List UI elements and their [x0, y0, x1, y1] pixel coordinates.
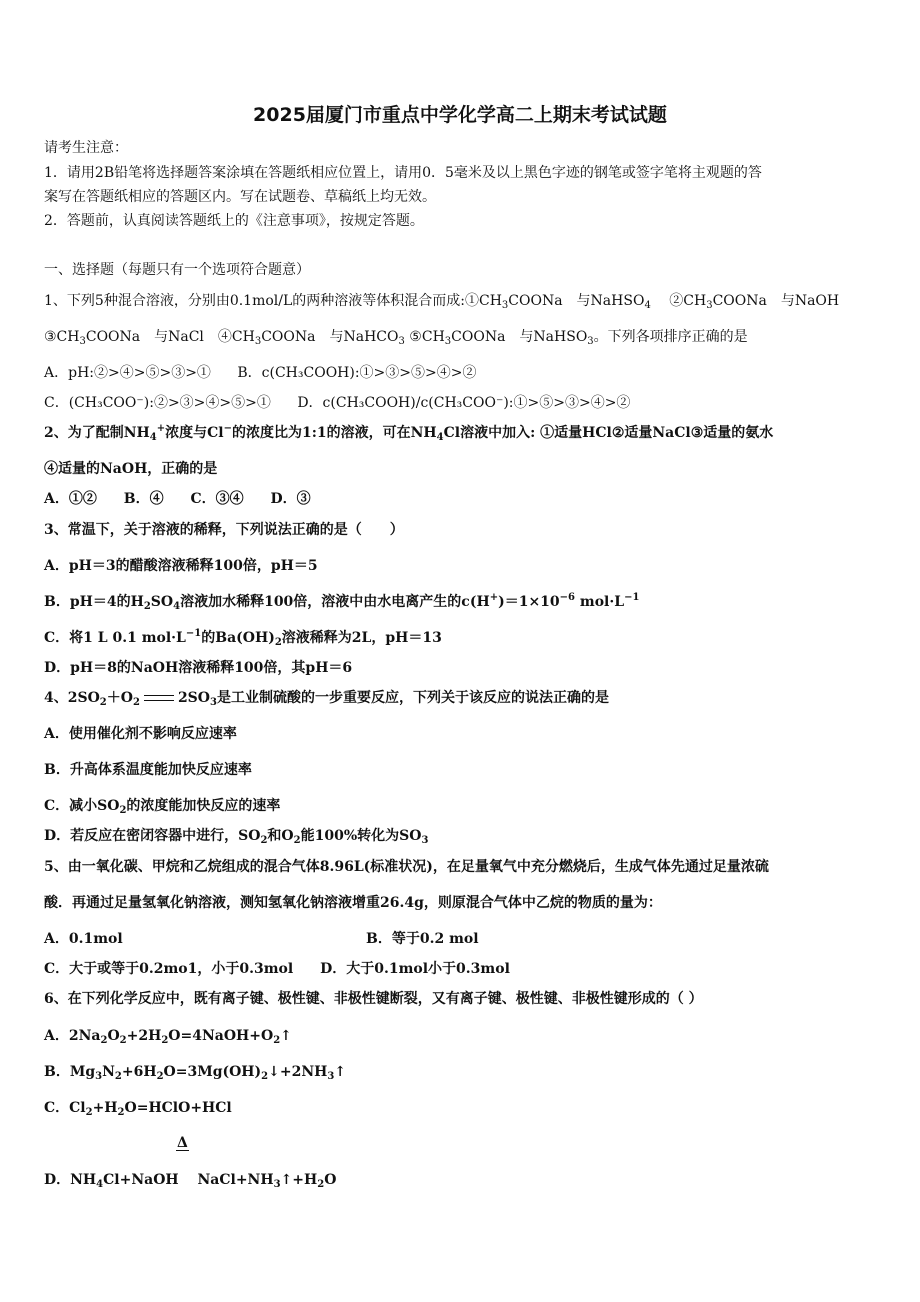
q2-option-a: A．①②	[44, 491, 97, 507]
q4-option-a: A．使用催化剂不影响反应速率	[44, 726, 237, 742]
q6-stem: 6、在下列化学反应中，既有离子键、极性键、非极性键断裂，又有离子键、极性键、非极性键形成的（ ）	[44, 991, 703, 1007]
q2-options	[44, 490, 333, 508]
q6-option-d: D．$NH_4Cl+NaOH$ $NaCl+NH_3↑+H_2O$	[44, 1172, 337, 1190]
q1-options-cd	[44, 394, 652, 412]
q5-option-c: C．大于或等于0.2mo1，小于0.3mol	[44, 961, 294, 977]
q3-option-d: D．pH＝8的NaOH溶液稀释100倍，其pH＝6	[44, 660, 353, 676]
q5-option-d: D．大于0.1mol小于0.3mol	[320, 961, 510, 977]
q3-option-a: A．pH＝3的醋酸溶液稀释100倍，pH＝5	[44, 558, 318, 574]
q4-option-d: D．若反应在密闭容器中进行，$SO_2$和$O_2$能100%转化为$SO_3$	[44, 828, 429, 846]
notice-item-1b: 案写在答题纸相应的答题区内。写在试题卷、草稿纸上均无效。	[44, 189, 436, 205]
q1-option-a: A．pH:②>④>⑤>③>①	[44, 365, 211, 381]
notice-heading: 请考生注意：	[44, 140, 128, 156]
q1-stem-suffix: 。下列各项排序正确的是	[593, 329, 748, 345]
q6-option-b: B．$Mg_3N_2+6H_2O=3Mg(OH)_2↓+2NH_3↑$	[44, 1064, 347, 1082]
q3-option-c: C．将1 L 0.1 $mol\cdot L^{-1}$的$Ba(OH)_2$溶液稀释为2L，pH＝13	[44, 628, 442, 648]
page-title: 2025届厦门市重点中学化学高二上期末考试试题	[253, 104, 667, 126]
q4-option-b: B．升高体系温度能加快反应速率	[44, 762, 252, 778]
q5-stem-line2: 酸．再通过足量氢氧化钠溶液，测知氢氧化钠溶液增重26.4g，则原混合气体中乙烷的物质的量为：	[44, 895, 662, 911]
q5-option-a: A．0.1mol	[44, 931, 123, 947]
q1-option-c: C．(CH₃COO⁻):②>③>④>⑤>①	[44, 395, 271, 411]
q3-option-b: B．pH＝4的$H_2SO_4$溶液加水稀释100倍，溶液中由水电离产生的$c(H^+)=1\times 10^{-6}$ $mol\cdot L^{-1}$	[44, 592, 640, 612]
q5-options-cd	[44, 960, 532, 978]
equilibrium-arrow-icon	[144, 693, 174, 703]
q5-stem-line1: 5、由一氧化碳、甲烷和乙烷组成的混合气体8.96L(标准状况)，在足量氧气中充分燃烧后，生成气体先通过足量浓硫	[44, 859, 769, 875]
q4-stem: 4、$2SO_2+O_2$ $2SO_3$是工业制硫酸的一步重要反应，下列关于该反应的说法正确的是	[44, 690, 609, 708]
q6-option-c: C．$Cl_2+H_2O=HClO+HCl$	[44, 1100, 232, 1118]
q1-stem-prefix: 1、下列5种混合溶液，分别由0.1mol/L的两种溶液等体积混合而成:①CH	[44, 293, 502, 309]
notice-item-2: 2．答题前，认真阅读答题纸上的《注意事项》，按规定答题。	[44, 213, 424, 229]
q1-stem-line2: $③CH_3COONa$ 与NaCl $④CH_3COONa$ 与NaHCO$_3$ $⑤CH_3COONa$ 与NaHSO$_3$。下列各项排序正确的是	[44, 329, 748, 347]
q6-option-a: A．$2Na_2O_2+2H_2O=4NaOH+O_2↑$	[44, 1028, 292, 1046]
q4-option-c: C．减小$SO_2$的浓度能加快反应的速率	[44, 798, 281, 816]
q1-option-b: B．c(CH₃COOH):①>③>⑤>④>②	[237, 365, 477, 381]
section-heading: 一、选择题（每题只有一个选项符合题意）	[44, 262, 310, 278]
q1-options-ab	[44, 364, 498, 382]
q2-option-c: C．③④	[190, 491, 244, 507]
q1-option-d: D．c(CH₃COOH)/c(CH₃COO⁻):①>⑤>③>④>②	[297, 395, 631, 411]
q2-option-d: D．③	[270, 491, 311, 507]
q5-option-b: B．等于0.2 mol	[366, 931, 479, 947]
q2-option-b: B．④	[123, 491, 164, 507]
q3-stem: 3、常温下，关于溶液的稀释，下列说法正确的是（ ）	[44, 522, 404, 538]
heating-delta-symbol: Δ	[177, 1135, 188, 1151]
notice-item-1a: 1．请用2B铅笔将选择题答案涂填在答题纸相应位置上，请用0．5毫米及以上黑色字迹的钢笔或签字笔将主观题的答	[44, 165, 762, 181]
q2-stem-line1: 2、为了配制$NH_4^+$浓度与Cl−的浓度比为1:1的溶液，可在$NH_4Cl$溶液中加入: ①适量HCl②适量NaCl③适量的氨水	[44, 423, 774, 443]
q2-stem-line2: ④适量的NaOH，正确的是	[44, 461, 218, 477]
q1-stem-line1: 1、下列5种混合溶液，分别由0.1mol/L的两种溶液等体积混合而成$:①CH_3COONa$ 与NaHSO$_4$ $②CH_3COONa$ 与NaOH	[44, 293, 840, 311]
